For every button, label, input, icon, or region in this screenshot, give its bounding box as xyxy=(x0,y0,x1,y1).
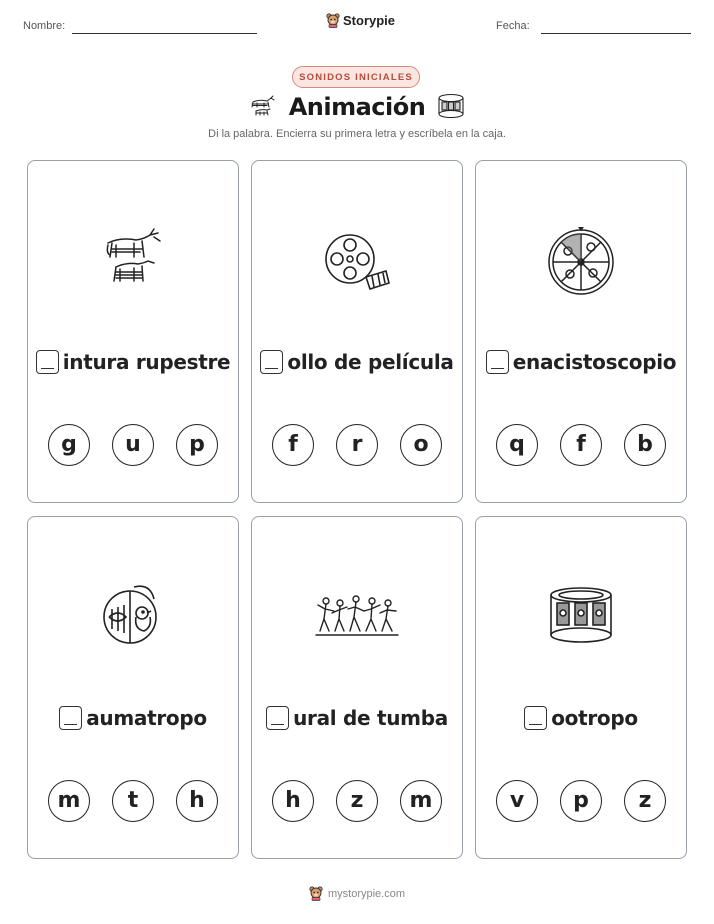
footer xyxy=(0,886,714,901)
letter-option[interactable]: v xyxy=(496,780,538,822)
letter-box[interactable] xyxy=(486,350,509,374)
word-text: ootropo xyxy=(551,706,638,730)
letter-options xyxy=(252,780,462,822)
word-row xyxy=(252,706,462,730)
word-row xyxy=(476,350,686,374)
letter-option[interactable]: z xyxy=(624,780,666,822)
word-text: ural de tumba xyxy=(293,706,448,730)
letter-option[interactable]: r xyxy=(336,424,378,466)
word-row xyxy=(28,350,238,374)
zoetrope-drum-icon xyxy=(546,585,616,647)
letter-option[interactable]: p xyxy=(560,780,602,822)
letter-option[interactable]: h xyxy=(272,780,314,822)
brand-name: Storypie xyxy=(343,13,396,28)
letter-option[interactable]: t xyxy=(112,780,154,822)
word-text: ollo de película xyxy=(287,350,454,374)
letter-option[interactable]: o xyxy=(400,424,442,466)
date-label: Fecha: xyxy=(496,20,530,32)
word-text: enacistoscopio xyxy=(512,350,677,374)
instructions: Di la palabra. Encierra su primera letra y escríbela en la caja. xyxy=(208,128,506,140)
letter-option[interactable]: g xyxy=(48,424,90,466)
letter-option[interactable]: u xyxy=(112,424,154,466)
cave-painting-animals-icon xyxy=(98,225,168,295)
word-row xyxy=(28,706,238,730)
bear-mascot-icon xyxy=(326,13,340,28)
tomb-mural-wrestlers-icon xyxy=(314,589,400,645)
category-badge: SONIDOS INICIALES xyxy=(292,66,420,88)
footer-url[interactable]: mystorypie.com xyxy=(327,887,406,900)
letter-option[interactable]: b xyxy=(624,424,666,466)
letter-options xyxy=(476,780,686,822)
letter-options xyxy=(28,780,238,822)
word-card xyxy=(251,160,463,503)
thaumatrope-bird-cage-icon xyxy=(98,581,168,647)
letter-box[interactable] xyxy=(266,706,289,730)
zoetrope-icon xyxy=(436,92,466,120)
bear-mascot-icon xyxy=(309,886,323,901)
letter-box[interactable] xyxy=(524,706,547,730)
worksheet-title: Animación xyxy=(288,93,426,121)
letter-options xyxy=(28,424,238,466)
letter-option[interactable]: f xyxy=(560,424,602,466)
word-text: intura rupestre xyxy=(62,350,231,374)
letter-options xyxy=(476,424,686,466)
letter-box[interactable] xyxy=(59,706,82,730)
date-field[interactable] xyxy=(541,33,691,34)
letter-option[interactable]: f xyxy=(272,424,314,466)
letter-box[interactable] xyxy=(260,350,283,374)
word-card xyxy=(27,160,239,503)
word-card xyxy=(475,516,687,859)
brand-logo xyxy=(326,13,395,28)
film-reel-icon xyxy=(322,229,392,293)
letter-option[interactable]: p xyxy=(176,424,218,466)
name-label: Nombre: xyxy=(23,20,66,32)
word-text: aumatropo xyxy=(86,706,207,730)
word-card xyxy=(27,516,239,859)
word-row xyxy=(476,706,686,730)
letter-option[interactable]: q xyxy=(496,424,538,466)
letter-box[interactable] xyxy=(36,350,59,374)
letter-option[interactable]: z xyxy=(336,780,378,822)
letter-options xyxy=(252,424,462,466)
word-card xyxy=(475,160,687,503)
letter-option[interactable]: h xyxy=(176,780,218,822)
word-card xyxy=(251,516,463,859)
letter-option[interactable]: m xyxy=(48,780,90,822)
phenakistoscope-disc-icon xyxy=(546,227,616,297)
name-field[interactable] xyxy=(72,33,257,34)
word-row xyxy=(252,350,462,374)
letter-option[interactable]: m xyxy=(400,780,442,822)
